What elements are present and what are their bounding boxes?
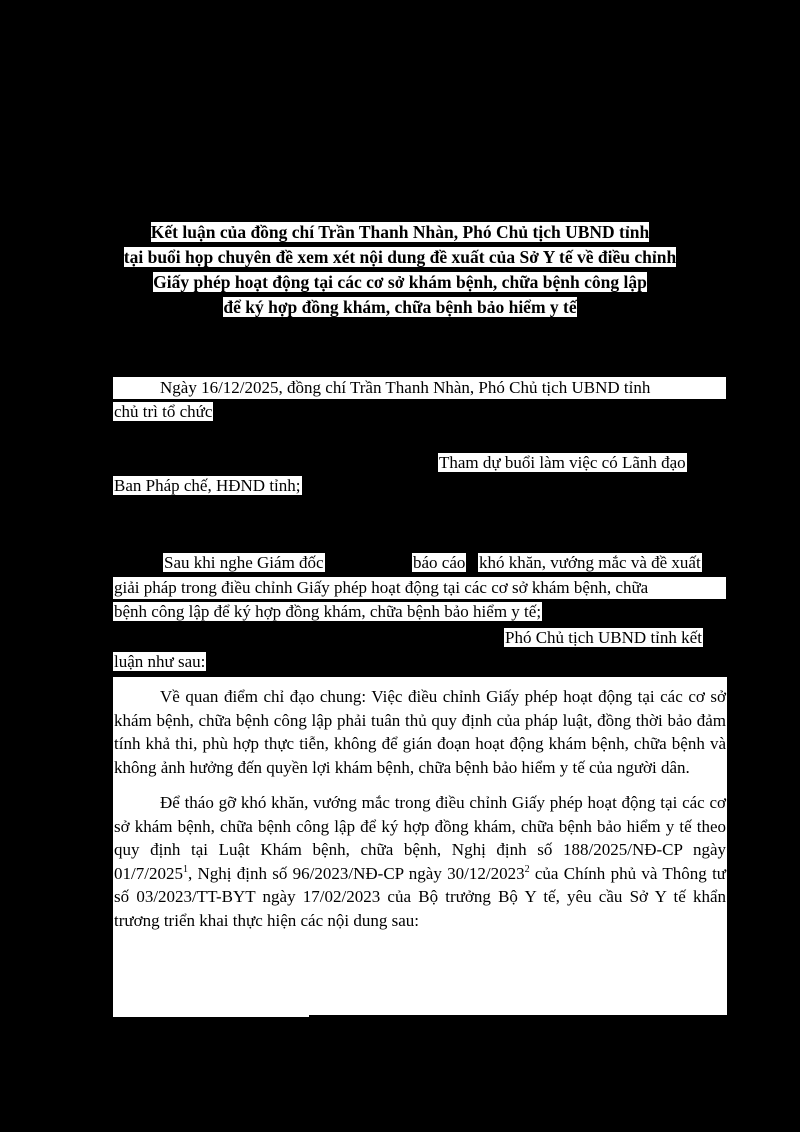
footnote-ref-1: 1: [182, 863, 188, 875]
title-line-4: để ký hợp đồng khám, chữa bệnh bảo hiểm y tế: [223, 297, 577, 317]
para1-line1: Ngày 16/12/2025, đồng chí Trần Thanh Nhàn, Phó Chủ tịch UBND tỉnh: [160, 378, 651, 397]
main-body-block: [113, 677, 727, 1015]
para3-line3-wrap: [113, 601, 542, 623]
para1-line2-wrap: [113, 401, 213, 423]
title-line-1: Kết luận của đồng chí Trần Thanh Nhàn, Phó Chủ tịch UBND tỉnh: [150, 222, 650, 242]
para2-line1: Tham dự buổi làm việc có Lãnh đạo: [439, 453, 686, 472]
para3-line5-wrap: [113, 651, 206, 673]
body-paragraph-2: [113, 791, 727, 932]
para1-line2: chủ trì tổ chức: [114, 402, 213, 421]
title-line-3: Giấy phép hoạt động tại các cơ sở khám bệnh, chữa bệnh công lập: [153, 272, 647, 292]
para2-line2-wrap: [113, 475, 302, 497]
para3-line1a-wrap: [163, 552, 325, 574]
para3-line4-wrap: [504, 627, 703, 649]
para3-line2-bg: [113, 577, 726, 599]
title-line-2: tại buổi họp chuyên đề xem xét nội dung đề xuất của Sở Y tế về điều chỉnh: [123, 247, 677, 267]
para3-line1b: báo cáo: [413, 553, 466, 572]
body-paragraph-2c: của Chính phủ và Thông tư số 03/2023/TT-BYT ngày 17/02/2023 của Bộ trưởng Bộ Y tế, yêu cầu Sở Y tế khẩn trương triển khai thực hiện các nội dung sau:: [114, 863, 727, 930]
footnote-ref-2: 2: [524, 863, 530, 875]
body-paragraph-2a: Để tháo gỡ khó khăn, vướng mắc trong điều chỉnh Giấy phép hoạt động tại các cơ sở khám bệnh, chữa bệnh công lập để ký hợp đồng khám, chữa bệnh bảo hiểm y tế theo quy định tại Luật Khám bệnh, chữa bệnh, Nghị định số 188/2025/NĐ-CP ngày 01/7/2025: [114, 793, 726, 883]
para3-line3: bệnh công lập để ký hợp đồng khám, chữa bệnh bảo hiểm y tế;: [114, 602, 542, 621]
para3-line2: giải pháp trong điều chỉnh Giấy phép hoạt động tại các cơ sở khám bệnh, chữa: [114, 578, 649, 597]
para2-line1-wrap: [438, 452, 687, 474]
para3-line1b-wrap: [412, 552, 466, 574]
para3-line1a: Sau khi nghe Giám đốc: [164, 553, 324, 572]
para2-line2: Ban Pháp chế, HĐND tỉnh;: [114, 476, 301, 495]
footnote-separator: [113, 1015, 309, 1017]
para1-line1-bg: [113, 377, 726, 399]
para3-line5: luận như sau:: [114, 652, 206, 671]
document-title: [0, 220, 800, 320]
para3-line4: Phó Chủ tịch UBND tỉnh kết: [505, 628, 702, 647]
body-paragraph-2b: , Nghị định số 96/2023/NĐ-CP ngày 30/12/2023: [187, 863, 525, 883]
para3-line1c: khó khăn, vướng mắc và đề xuất: [479, 553, 701, 572]
para3-line1c-wrap: [478, 552, 702, 574]
body-paragraph-1: Về quan điểm chỉ đạo chung: Việc điều chỉnh Giấy phép hoạt động tại các cơ sở khám bệnh, chữa bệnh công lập phải tuân thủ quy định của pháp luật, đồng thời bảo đảm tính khả thi, phù hợp thực tiễn, không để gián đoạn hoạt động khám bệnh, chữa bệnh và không ảnh hưởng đến quyền lợi khám bệnh, chữa bệnh bảo hiểm y tế của người dân.: [114, 687, 726, 777]
